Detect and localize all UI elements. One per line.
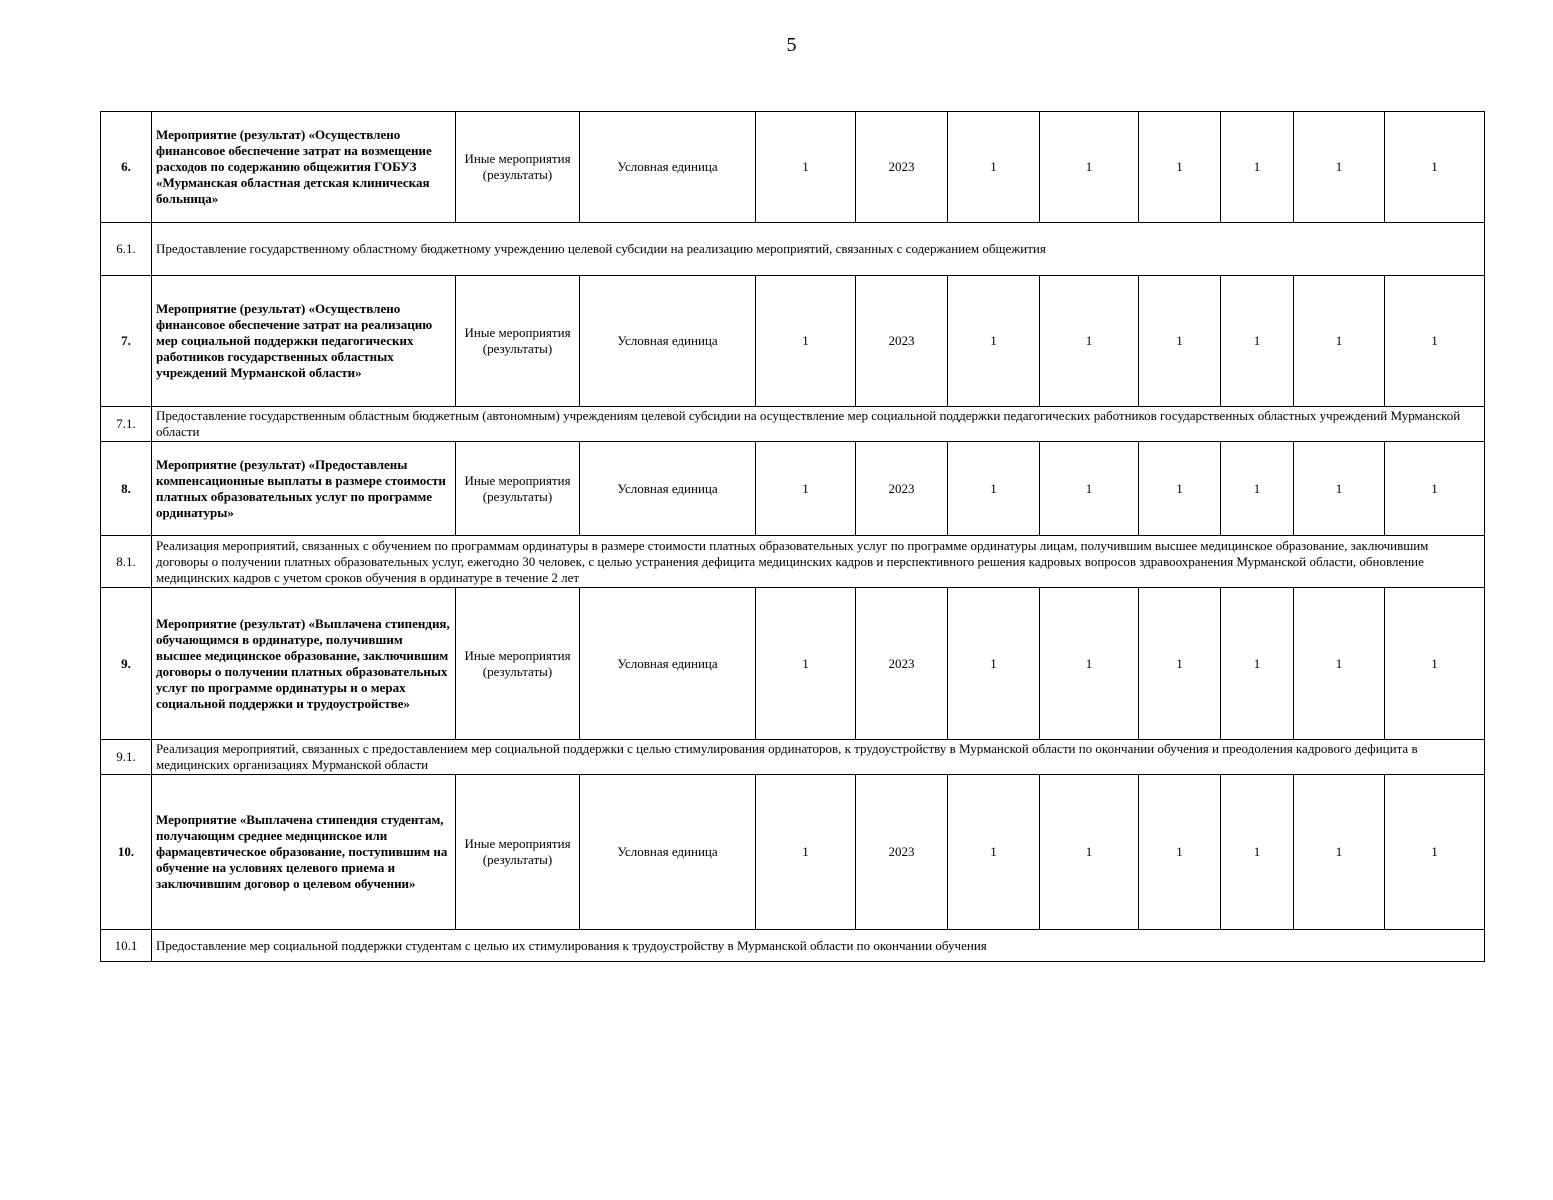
- year-value: 1: [1139, 775, 1221, 930]
- row-number: 9.: [101, 588, 152, 740]
- sub-row-number: 10.1: [101, 930, 152, 962]
- row-number: 8.: [101, 442, 152, 536]
- description-row: [101, 536, 1485, 588]
- unit-of-measure: Условная единица: [580, 112, 756, 223]
- base-year: 2023: [856, 112, 948, 223]
- base-year: 2023: [856, 588, 948, 740]
- row-number: 10.: [101, 775, 152, 930]
- year-value: 1: [1385, 112, 1485, 223]
- year-value: 1: [1385, 775, 1485, 930]
- year-value: 1: [1221, 775, 1294, 930]
- year-value: 1: [1139, 112, 1221, 223]
- year-value: 1: [948, 775, 1040, 930]
- measure-name: Мероприятие «Выплачена стипендия студентам, получающим среднее медицинское или фармацевтическое образование, поступившим на обучение на условиях целевого приема и заключившим договор о целевом обучении»: [152, 775, 456, 930]
- unit-of-measure: Условная единица: [580, 276, 756, 407]
- sub-row-description: Реализация мероприятий, связанных с обучением по программам ординатуры в размере стоимости платных образовательных услуг по программе ординатуры лицам, получившим высшее медицинское образование, заключившим договоры о получении платных образовательных услуг, ежегодно 30 человек, с целью устранения дефицита медицинских кадров и перспективного решения кадровых вопросов здравоохранения Мурманской области, обновление медицинских кадров с учетом сроков обучения в ординатуре в течение 2 лет: [152, 536, 1485, 588]
- measure-type: Иные мероприятия (результаты): [456, 276, 580, 407]
- sub-row-description: Предоставление государственным областным бюджетным (автономным) учреждениям целевой субсидии на осуществление мер социальной поддержки педагогических работников государственных областных учреждений Мурманской области: [152, 407, 1485, 442]
- sub-row-description: Предоставление государственному областному бюджетному учреждению целевой субсидии на реализацию мероприятий, связанных с содержанием общежития: [152, 223, 1485, 276]
- table-body: [101, 112, 1485, 962]
- page-number: 5: [786, 34, 797, 56]
- table-row: [101, 112, 1485, 223]
- sub-row-description: Реализация мероприятий, связанных с предоставлением мер социальной поддержки с целью стимулирования ординаторов, к трудоустройству в Мурманской области по окончании обучения и преодоления кадрового дефицита в медицинских организациях Мурманской области: [152, 740, 1485, 775]
- sub-row-number: 7.1.: [101, 407, 152, 442]
- year-value: 1: [1040, 112, 1139, 223]
- unit-of-measure: Условная единица: [580, 442, 756, 536]
- sub-row-number: 6.1.: [101, 223, 152, 276]
- year-value: 1: [1385, 442, 1485, 536]
- year-value: 1: [1221, 112, 1294, 223]
- measure-type: Иные мероприятия (результаты): [456, 775, 580, 930]
- year-value: 1: [1221, 276, 1294, 407]
- sub-row-description: Предоставление мер социальной поддержки студентам с целью их стимулирования к трудоустройству в Мурманской области по окончании обучения: [152, 930, 1485, 962]
- year-value: 1: [1221, 588, 1294, 740]
- unit-of-measure: Условная единица: [580, 775, 756, 930]
- measure-type: Иные мероприятия (результаты): [456, 588, 580, 740]
- year-value: 1: [1040, 276, 1139, 407]
- base-value: 1: [756, 276, 856, 407]
- base-value: 1: [756, 442, 856, 536]
- measures-table: [100, 111, 1485, 962]
- base-value: 1: [756, 112, 856, 223]
- measure-type: Иные мероприятия (результаты): [456, 112, 580, 223]
- year-value: 1: [1294, 442, 1385, 536]
- description-row: [101, 407, 1485, 442]
- year-value: 1: [1221, 442, 1294, 536]
- year-value: 1: [1385, 588, 1485, 740]
- measure-name: Мероприятие (результат) «Предоставлены компенсационные выплаты в размере стоимости платных образовательных услуг по программе ординатуры»: [152, 442, 456, 536]
- year-value: 1: [1040, 775, 1139, 930]
- base-value: 1: [756, 775, 856, 930]
- table-row: [101, 442, 1485, 536]
- unit-of-measure: Условная единица: [580, 588, 756, 740]
- base-year: 2023: [856, 442, 948, 536]
- year-value: 1: [1294, 276, 1385, 407]
- base-year: 2023: [856, 276, 948, 407]
- year-value: 1: [1040, 442, 1139, 536]
- year-value: 1: [948, 442, 1040, 536]
- measure-name: Мероприятие (результат) «Осуществлено финансовое обеспечение затрат на реализацию мер социальной поддержки педагогических работников государственных областных учреждений Мурманской области»: [152, 276, 456, 407]
- measure-type: Иные мероприятия (результаты): [456, 442, 580, 536]
- base-year: 2023: [856, 775, 948, 930]
- year-value: 1: [1294, 775, 1385, 930]
- year-value: 1: [1139, 442, 1221, 536]
- table-row: [101, 276, 1485, 407]
- year-value: 1: [1294, 112, 1385, 223]
- description-row: [101, 223, 1485, 276]
- description-row: [101, 740, 1485, 775]
- year-value: 1: [1139, 276, 1221, 407]
- row-number: 6.: [101, 112, 152, 223]
- description-row: [101, 930, 1485, 962]
- sub-row-number: 9.1.: [101, 740, 152, 775]
- row-number: 7.: [101, 276, 152, 407]
- table-row: [101, 775, 1485, 930]
- base-value: 1: [756, 588, 856, 740]
- year-value: 1: [948, 588, 1040, 740]
- year-value: 1: [1040, 588, 1139, 740]
- year-value: 1: [1139, 588, 1221, 740]
- year-value: 1: [1294, 588, 1385, 740]
- year-value: 1: [1385, 276, 1485, 407]
- measure-name: Мероприятие (результат) «Осуществлено финансовое обеспечение затрат на возмещение расходов по содержанию общежития ГОБУЗ «Мурманская областная детская клиническая больница»: [152, 112, 456, 223]
- measure-name: Мероприятие (результат) «Выплачена стипендия, обучающимся в ординатуре, получившим высшее медицинское образование, заключившим договоры о получении платных образовательных услуг по программе ординатуры и о мерах социальной поддержки и трудоустройстве»: [152, 588, 456, 740]
- year-value: 1: [948, 112, 1040, 223]
- year-value: 1: [948, 276, 1040, 407]
- sub-row-number: 8.1.: [101, 536, 152, 588]
- table-row: [101, 588, 1485, 740]
